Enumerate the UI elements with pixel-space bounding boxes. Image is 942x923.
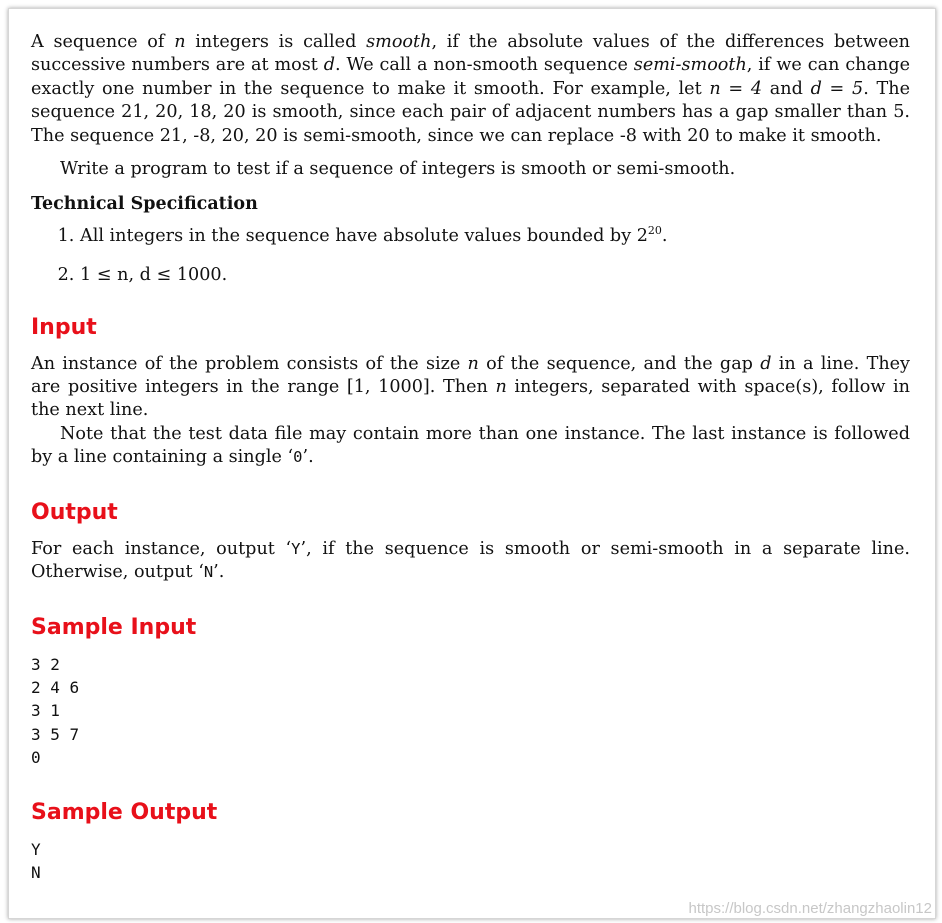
spec-item: 2. 1 ≤ n, d ≤ 1000. [80,264,910,287]
sample-output-line: Y [31,839,41,859]
spec-item: 1. All integers in the sequence have absolute values bounded by $2^{20}$. [80,225,910,248]
spec-heading: Technical Specification [31,194,258,215]
input-note-paragraph: Note that the test data file may contain more than one instance. The last instance is followed by a line containing a single ‘0’. [31,423,910,468]
sample-input-line: 3 2 [31,654,60,674]
sample-output-heading: Sample Output [31,799,218,825]
intro-paragraph: A sequence of n integers is called smooth, if the absolute values of the differences between successive numbers are at most d. We call a non-smooth sequence semi-smooth, if we can change exactly one number in the sequence to make it smooth. For example, let n = 4 and d = 5. The sequence 21, 20, 18, 20 is smooth, since each pair of adjacent numbers has a gap smaller than 5. The sequence 21, -8, 20, 20 is semi-smooth, since we can replace -8 with 20 to make it smooth. [31,32,910,146]
output-paragraph: For each instance, output ‘Y’, if the sequence is smooth or semi-smooth in a separate line. Otherwise, output ‘N’. [31,538,910,583]
sample-input-line: 0 [31,748,41,768]
sample-input-line: 2 4 6 [31,677,80,697]
sample-input-heading: Sample Input [31,614,197,640]
watermark: https://blog.csdn.net/zhangzhaolin12 [688,900,932,917]
output-heading: Output [31,499,118,525]
input-heading: Input [31,314,97,340]
problem-statement [31,31,910,884]
task-paragraph: Write a program to test if a sequence of integers is smooth or semi-smooth. [60,159,736,180]
sample-output-block [31,838,910,885]
sample-input-line: 3 1 [31,701,60,721]
spec-list [31,225,910,288]
sample-input-line: 3 5 7 [31,724,80,744]
input-paragraph: An instance of the problem consists of the size n of the sequence, and the gap d in a line. They are positive integers in the range [1, 1000]. Then n integers, separated with space(s), follow in the next line. [31,353,910,421]
sample-output-line: N [31,862,41,882]
sample-input-block [31,653,910,770]
